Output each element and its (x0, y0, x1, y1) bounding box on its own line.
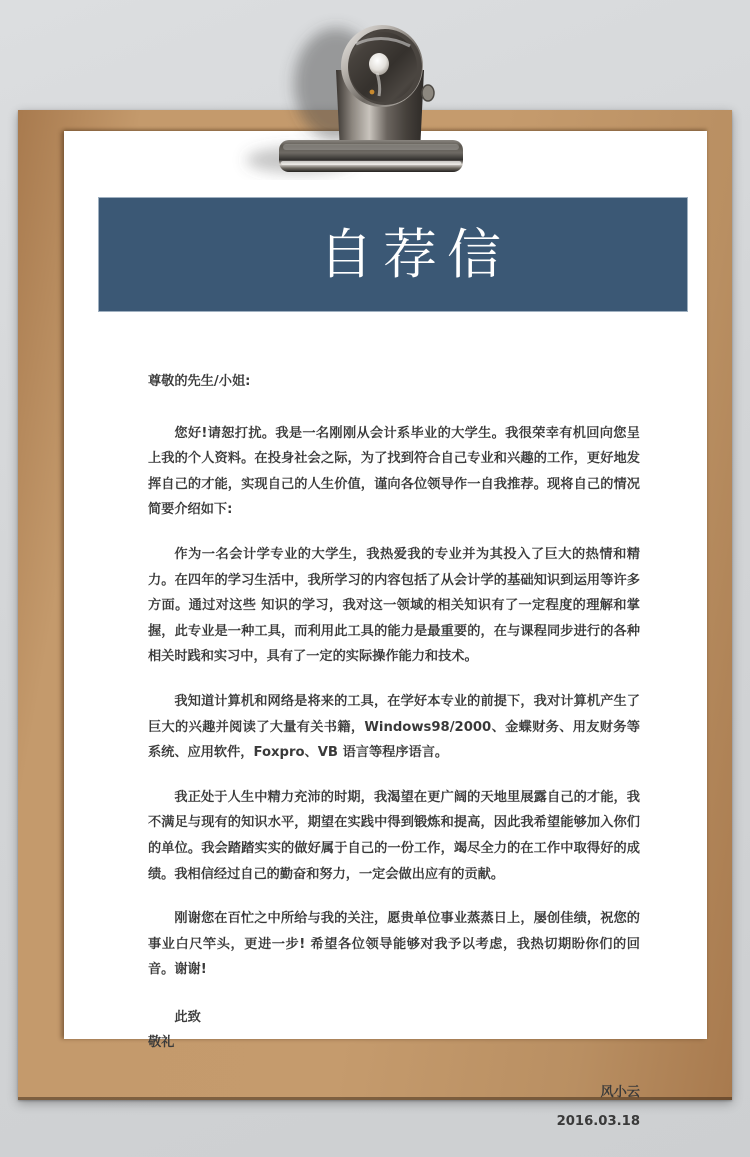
clip-center-streak (377, 73, 380, 96)
closing-line-1: 此致 (174, 1009, 201, 1025)
clipboard-board (18, 110, 732, 1129)
clip-disc-ring (348, 29, 422, 105)
paper-sheet (64, 131, 707, 1129)
letter-page (64, 131, 707, 1129)
paragraph-2: 作为一名会计学专业的大学生，我热爱我的专业并为其投入了巨大的热情和精力。在四年的学习生活中，我所学习的内容包括了从会计学的基础知识到运用等许多方面。通过对这些 知识的学习，我对这一领域的相关知识有了一定程度的理解和掌握，此专业是一种工具，而利用此工具的能力是最重要的，在与课程同步进行的各种相关时践和实习中，具有了一定的实际操作能力和技术。 (148, 546, 640, 665)
signer-date: 2016.03.18 (556, 1113, 640, 1129)
clip-amber-speck (370, 90, 375, 95)
paragraph-5: 刚谢您在百忙之中所给与我的关注，愿贵单位事业蒸蒸日上，屡创佳绩，祝您的事业白尺竿头，更进一步! 希望各位领导能够对我予以考虑，我热切期盼你们的回音。谢谢! (148, 911, 640, 978)
paragraph-1: 您好!请恕打扰。我是一名刚刚从会计系毕业的大学生。我很荣幸有机回向您呈上我的个人资料。在投身社会之际，为了找到符合自己专业和兴趣的工作，更好地发挥自己的才能，实现自己的人生价值，谨向各位领导作一自我推荐。现将自己的情况简要介绍如下: (148, 425, 640, 518)
clip-disc-highlight (356, 38, 410, 46)
salutation: 尊敬的先生/小姐: (148, 374, 251, 389)
signer-name: 风小云 (600, 1085, 640, 1101)
page-title: 自荐信 (319, 222, 511, 286)
closing-line-2: 敬礼 (148, 1035, 175, 1051)
title-banner (98, 197, 688, 312)
clip-center-hole (369, 53, 389, 75)
paragraph-4: 我正处于人生中精力充沛的时期，我渴望在更广阔的天地里展露自己的才能，我不满足与现有的知识水平，期望在实践中得到锻炼和提高，因此我希望能够加入你们的单位。我会踏踏实实的做好属于自己的一份工作，竭尽全力的在工作中取得好的成绩。我相信经过自己的勤奋和努力，一定会做出应有的贡献。 (148, 789, 640, 882)
clip-disc-face (349, 32, 417, 102)
clip-side-lug (422, 85, 434, 101)
paragraph-3: 我知道计算机和网络是将来的工具，在学好本专业的前提下，我对计算机产生了巨大的兴趣并阅读了大量有关书籍，Windows98/2000、金蝶财务、用友财务等系统、应用软件，Foxpro、VB 语言等程序语言。 (148, 693, 640, 761)
clip-disc-rim (341, 25, 423, 107)
signature-block (148, 1080, 640, 1134)
closing-block (148, 1005, 640, 1056)
letter-body (148, 369, 640, 1134)
